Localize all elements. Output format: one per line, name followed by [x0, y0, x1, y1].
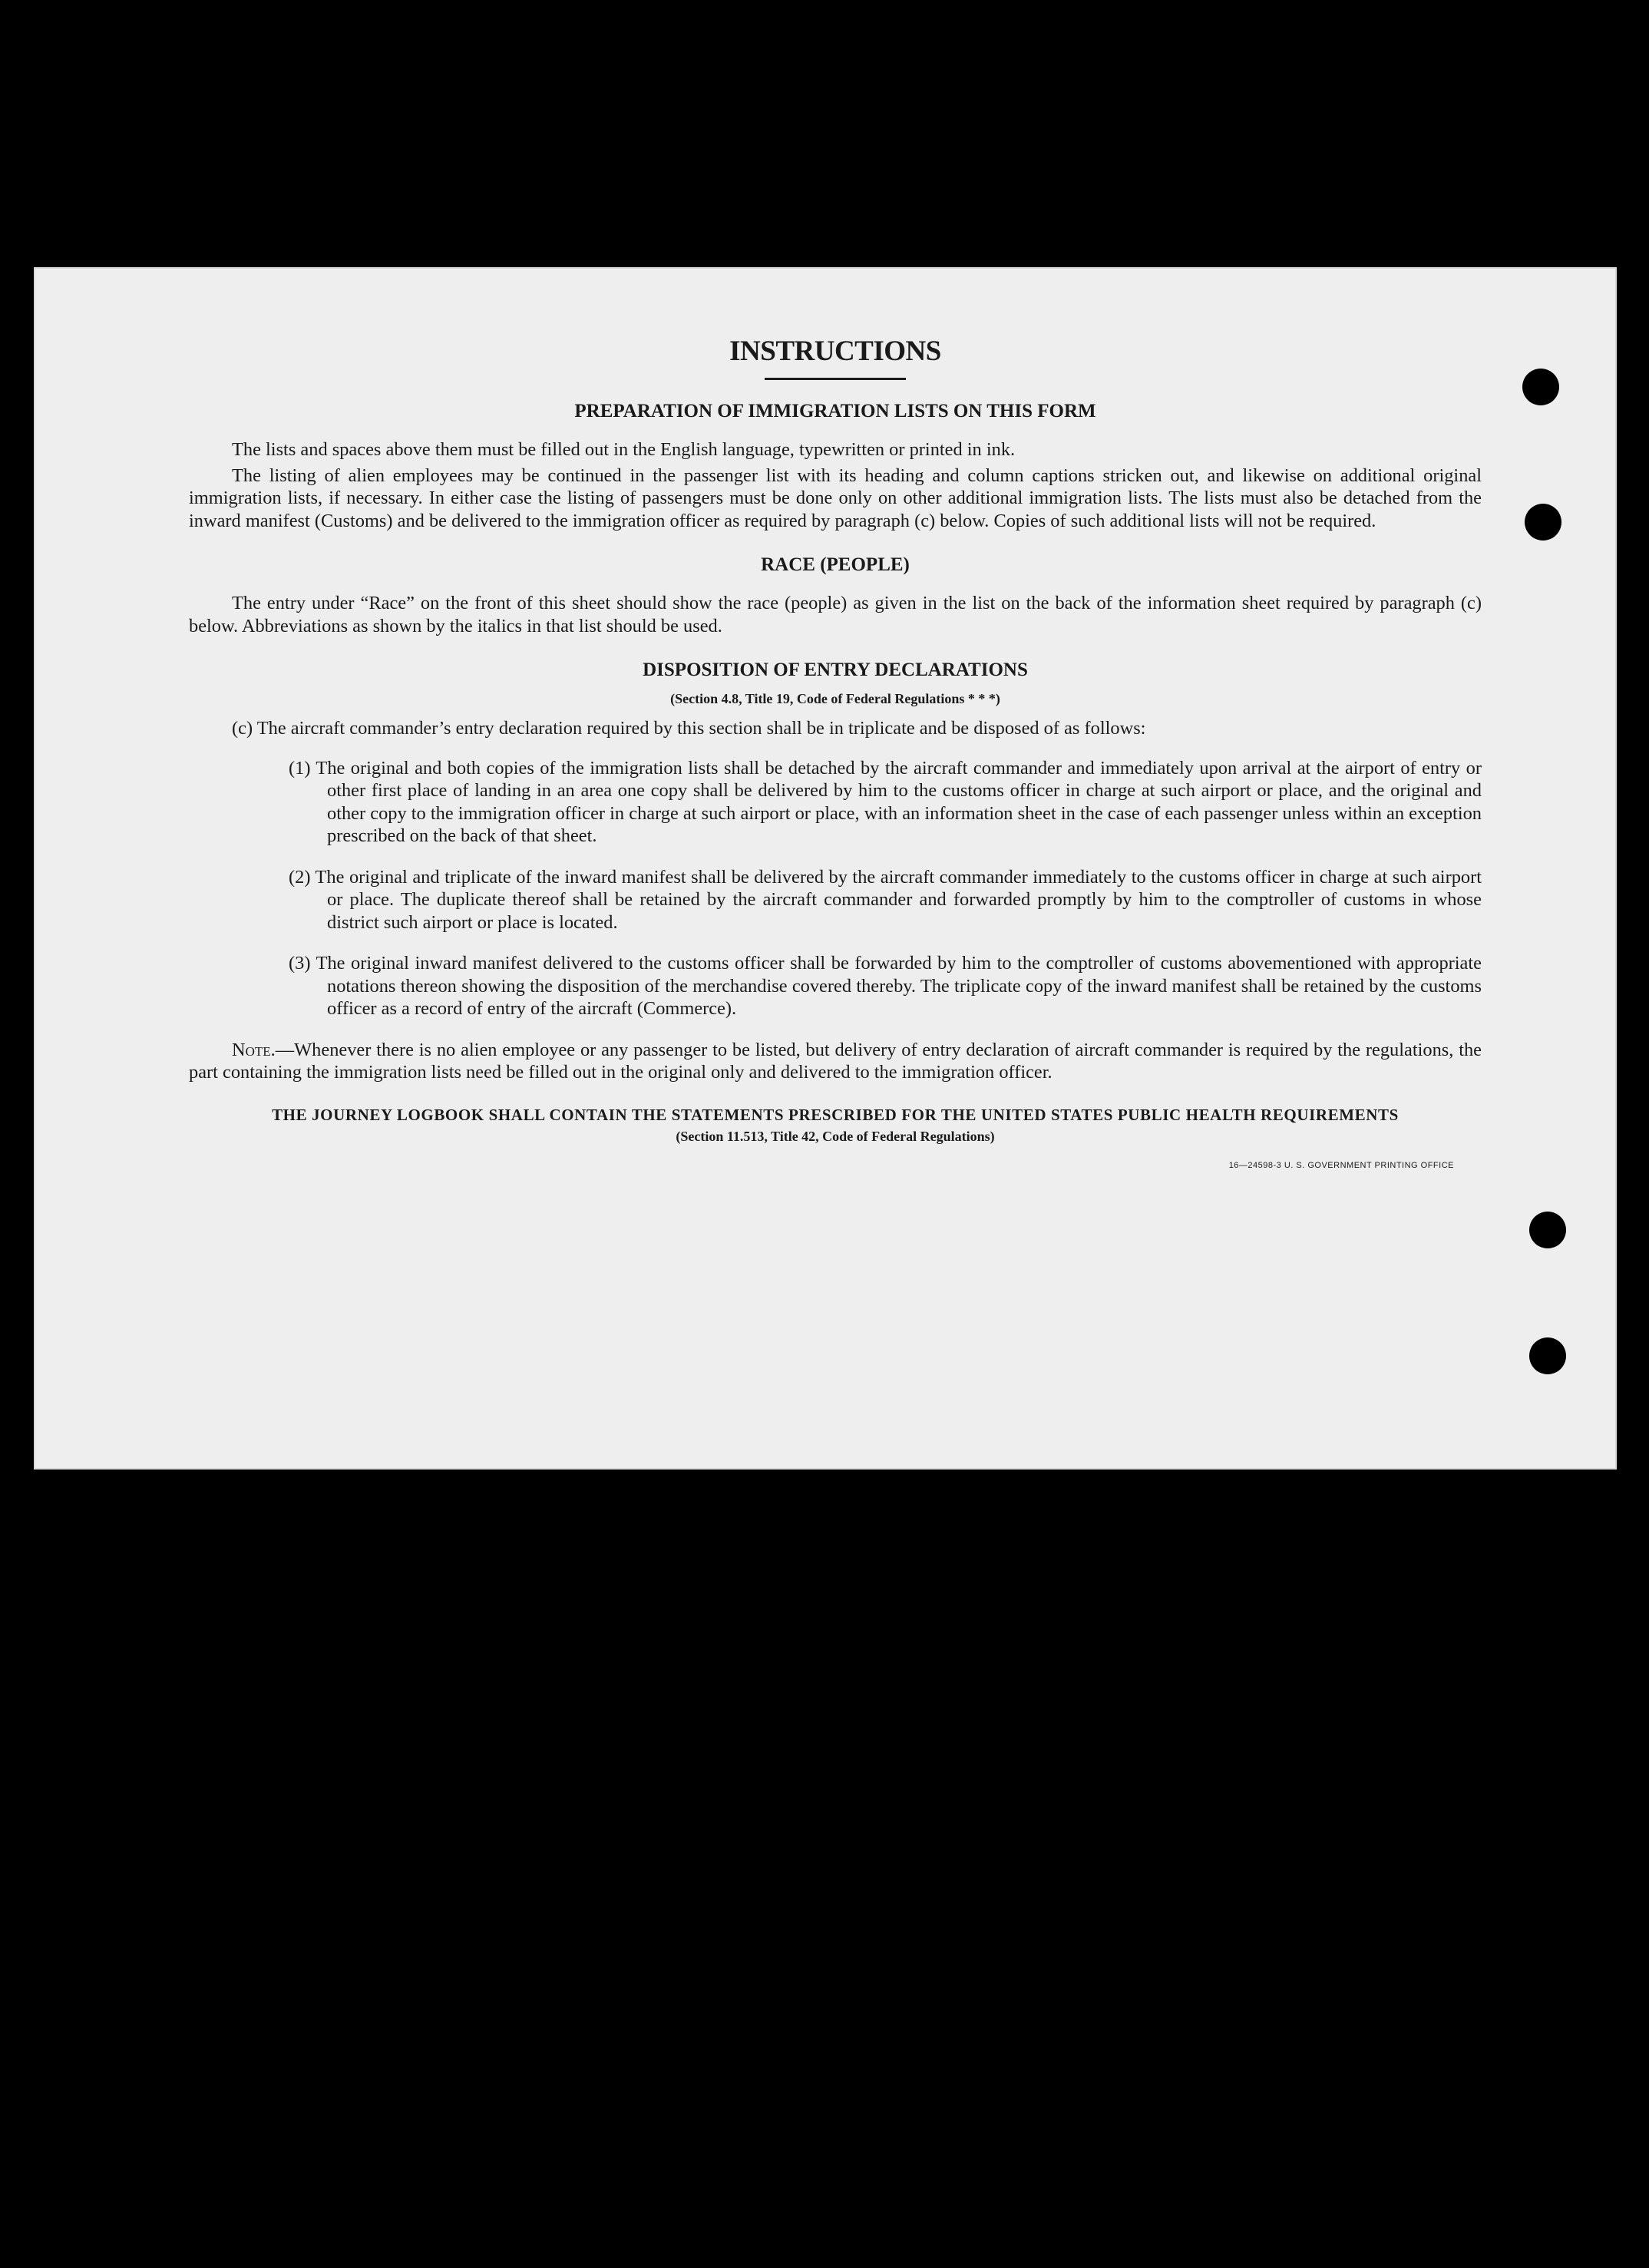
paragraph: The lists and spaces above them must be filled out in the English language, typewritten or printed in ink. [232, 439, 1016, 460]
section-citation: (Section 4.8, Title 19, Code of Federal Regulations * * *) [670, 691, 1000, 706]
note-text: —Whenever there is no alien employee or any passenger to be listed, but delivery of entry declaration of aircraft commander is required by the regulations, the part containing the immigration lists need be filled out in the original only and delivered to the immigration officer. [189, 1039, 1482, 1083]
note-label: Note. [232, 1039, 276, 1060]
disposition-lead: (c) The aircraft commander’s entry declaration required by this section shall be in triplicate and be disposed of as follows: [232, 718, 1146, 739]
note-paragraph [189, 1039, 1482, 1084]
footer-citation: (Section 11.513, Title 42, Code of Federal Regulations) [676, 1128, 995, 1144]
section-heading-disposition: DISPOSITION OF ENTRY DECLARATIONS [643, 660, 1028, 680]
section-heading-race: RACE (PEOPLE) [761, 554, 910, 575]
list-item: (1) The original and both copies of the immigration lists shall be detached by the aircraft commander and immediately upon arrival at the airport of entry or other first place of landing in an area one copy shall be delivered by him to the customs officer in charge at such airport or place, and the original and other copy to the immigration officer in charge at such airport or place, with an information sheet in the case of each passenger unless within an exception prescribed on the back of that sheet. [289, 757, 1482, 846]
footer-statement: THE JOURNEY LOGBOOK SHALL CONTAIN THE STATEMENTS PRESCRIBED FOR THE UNITED STATES PUBLIC HEALTH REQUIREMENTS [272, 1105, 1399, 1124]
punch-hole [1529, 1337, 1566, 1374]
list-item: (2) The original and triplicate of the inward manifest shall be delivered by the aircraft commander immediately to the customs officer in charge at such airport or place. The duplicate thereof shall be retained by the aircraft commander and forwarded promptly by him to the comptroller of customs in whose district such airport or place is located. [289, 866, 1482, 933]
document-sheet [34, 267, 1617, 1470]
punch-hole [1525, 504, 1561, 541]
punch-hole [1529, 1212, 1566, 1248]
list-item: (3) The original inward manifest delivered to the customs officer shall be forwarded by him to the comptroller of customs abovementioned with appropriate notations thereon showing the disposition of the merchandise covered thereby. The triplicate copy of the inward manifest shall be retained by the customs officer as a record of entry of the aircraft (Commerce). [289, 953, 1482, 1019]
punch-hole [1522, 369, 1559, 405]
paragraph: The entry under “Race” on the front of this sheet should show the race (people) as given in the list on the back of the information sheet required by paragraph (c) below. Abbreviations as shown by the italics in that list should be used. [189, 593, 1482, 636]
instructions-content [189, 333, 1482, 1170]
page-title: INSTRUCTIONS [729, 336, 941, 367]
section-heading-preparation: PREPARATION OF IMMIGRATION LISTS ON THIS FORM [574, 401, 1096, 422]
printer-code: 16—24598-3 U. S. GOVERNMENT PRINTING OFFICE [1228, 1160, 1454, 1170]
paragraph: The listing of alien employees may be continued in the passenger list with its heading and column captions stricken out, and likewise on additional original immigration lists, if necessary. In either case the listing of passengers must be done only on other additional immigration lists. The lists must also be detached from the inward manifest (Customs) and be delivered to the immigration officer as required by paragraph (c) below. Copies of such additional lists will not be required. [189, 465, 1482, 531]
title-underline [765, 378, 906, 380]
